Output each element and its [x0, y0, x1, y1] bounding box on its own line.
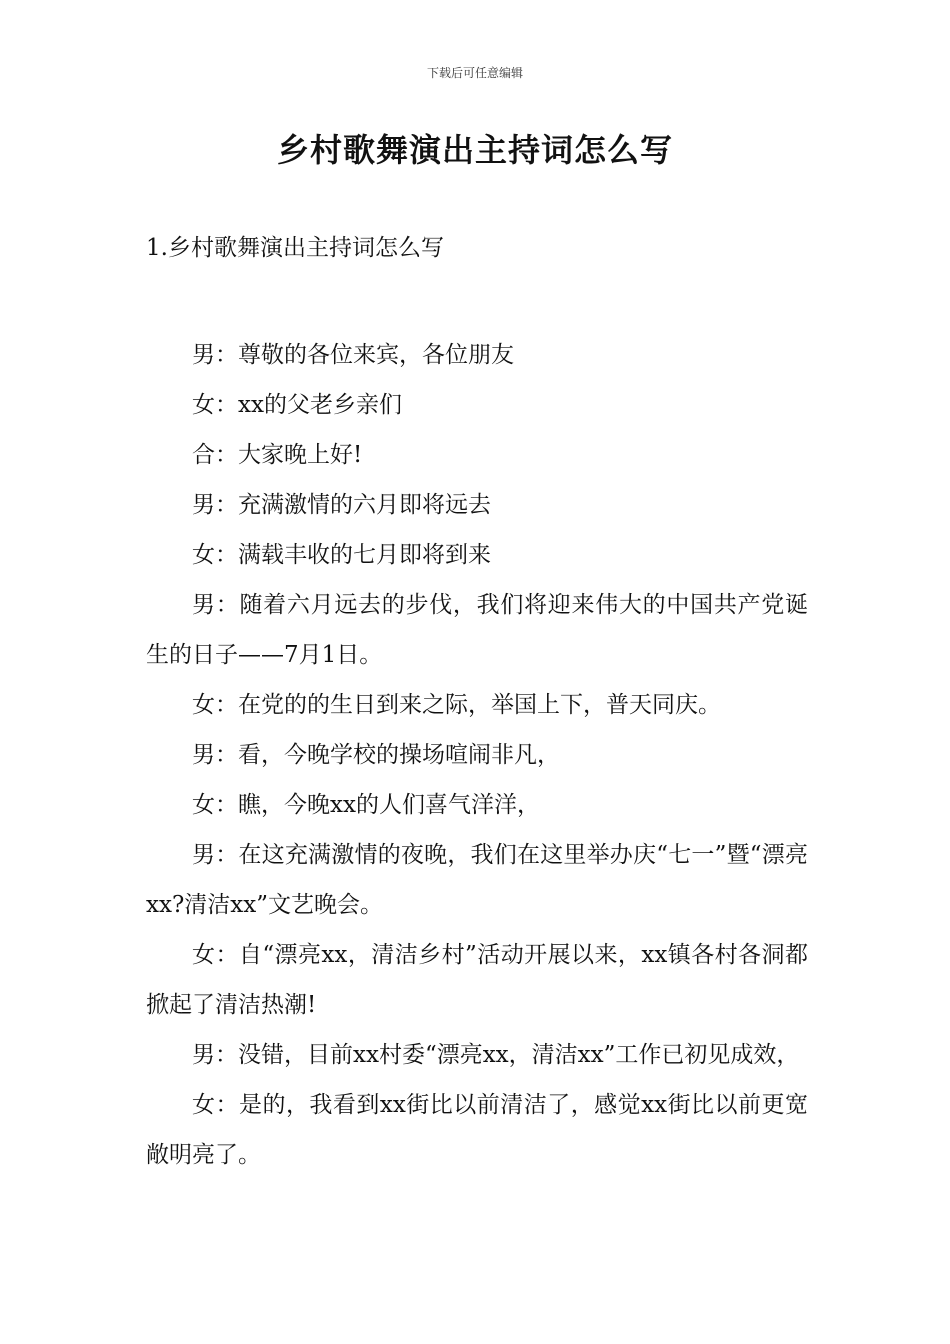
header-note: 下载后可任意编辑	[426, 66, 523, 80]
section-heading: 1.乡村歌舞演出主持词怎么写	[146, 235, 444, 261]
dialogue-line: 女：满载丰收的七月即将到来	[192, 542, 491, 568]
dialogue-line: 女：是的，我看到xx街比以前清洁了，感觉xx街比以前更宽敞明亮了。	[146, 1092, 808, 1168]
dialogue-line: 男：在这充满激情的夜晚，我们在这里举办庆“七一”暨“漂亮xx?清洁xx”文艺晚会。	[146, 842, 808, 918]
dialogue-line: 女：自“漂亮xx，清洁乡村”活动开展以来，xx镇各村各洞都掀起了清洁热潮!	[146, 942, 808, 1018]
dialogue-line: 男：尊敬的各位来宾，各位朋友	[192, 342, 514, 368]
dialogue-line: 男：看，今晚学校的操场喧闹非凡，	[192, 742, 560, 768]
dialogue-line: 女：在党的的生日到来之际，举国上下，普天同庆。	[192, 692, 721, 718]
document-body	[146, 330, 808, 1180]
dialogue-line: 女：xx的父老乡亲们	[192, 392, 402, 418]
dialogue-line: 男：充满激情的六月即将远去	[192, 492, 491, 518]
dialogue-line: 合：大家晚上好!	[192, 442, 363, 468]
dialogue-line: 男：随着六月远去的步伐，我们将迎来伟大的中国共产党诞生的日子——7月1日。	[146, 592, 808, 668]
dialogue-line: 男：没错，目前xx村委“漂亮xx，清洁xx”工作已初见成效，	[192, 1042, 800, 1068]
document-title: 乡村歌舞演出主持词怎么写	[276, 131, 673, 169]
dialogue-line: 女：瞧，今晚xx的人们喜气洋洋，	[192, 792, 540, 818]
